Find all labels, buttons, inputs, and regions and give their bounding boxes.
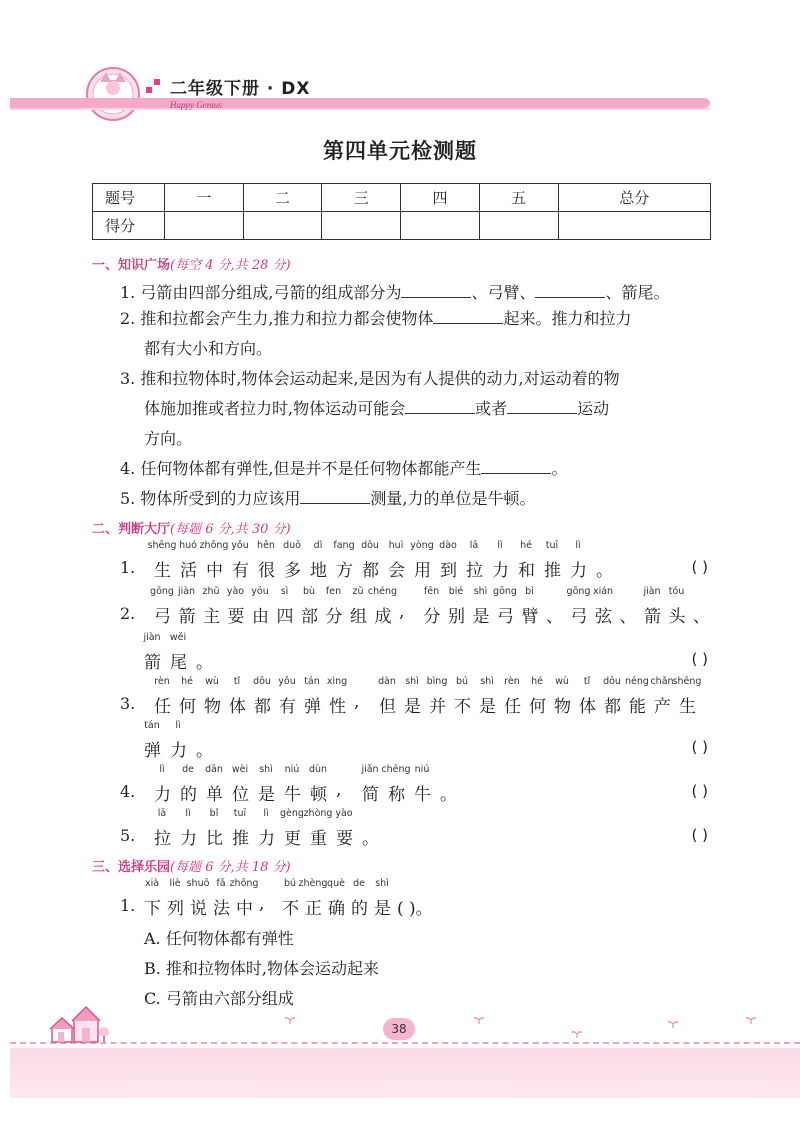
hanzi-char: 不	[282, 899, 299, 919]
score-value-row	[93, 212, 711, 240]
hanzi-char: 重	[310, 829, 327, 849]
option-a[interactable]: A. 任何物体都有弹性	[144, 929, 294, 948]
question-text: 体施加推或者拉力时,物体运动可能会	[144, 399, 406, 418]
header-band	[10, 98, 710, 108]
question-1-5	[120, 484, 720, 514]
hanzi-char: 弹	[144, 741, 161, 761]
hanzi-char: 四	[276, 607, 294, 627]
hanzi-char: 是	[472, 607, 490, 627]
house-icon	[48, 1002, 110, 1048]
pinyin: sì	[280, 586, 289, 597]
pinyin: bú	[283, 878, 297, 889]
brand-name: Happy Genius	[170, 100, 222, 110]
pinyin: dì	[313, 540, 323, 551]
question-text: 、弓臂、	[471, 283, 536, 302]
pinyin: de	[182, 764, 194, 775]
answer-parentheses[interactable]: ( )。	[397, 899, 433, 919]
question-number: 3.	[120, 694, 136, 713]
page-number: 38	[383, 1018, 415, 1040]
pinyin: yòng	[410, 540, 434, 551]
judge-question-3-cont	[120, 720, 720, 764]
question-text: 推和拉都会产生力,推力和拉力都会使物体	[140, 309, 434, 328]
pinyin: gōng	[566, 586, 591, 597]
judge-question-2-cont	[120, 632, 720, 676]
pinyin: zhòng	[303, 808, 333, 819]
pinyin: dōu	[253, 676, 271, 687]
judge-question-3	[120, 676, 720, 720]
pinyin: dōu	[361, 540, 379, 551]
hanzi-char: 主	[203, 607, 220, 627]
footer-band	[10, 1048, 800, 1098]
question-1-2	[120, 304, 720, 364]
hanzi-char: 任	[504, 697, 521, 717]
pinyin: bié	[448, 586, 464, 597]
pinyin: dōu	[603, 676, 621, 687]
sprout-icon	[285, 1016, 295, 1024]
answer-blank[interactable]	[401, 280, 471, 298]
hanzi-char: 箭	[144, 653, 161, 673]
hanzi-char: 用	[414, 561, 431, 581]
pinyin: shì	[259, 764, 273, 775]
pinyin: hěn	[257, 540, 275, 551]
section-title: 二、判断大厅	[92, 522, 171, 537]
hanzi-char: 力	[154, 785, 171, 805]
pinyin: zhǔ	[202, 586, 220, 597]
hanzi-char: 很	[258, 561, 275, 581]
pinyin: lì	[175, 720, 181, 731]
pinyin: duō	[283, 540, 301, 551]
hanzi-char: 力	[258, 829, 275, 849]
pinyin: néng	[625, 676, 649, 687]
judge-question-1	[120, 540, 720, 584]
section-heading-2	[92, 518, 291, 537]
pinyin: tǐ	[233, 676, 241, 687]
pinyin: zhōng	[199, 540, 229, 551]
hanzi-char: 性	[329, 697, 346, 717]
section-title: 一、知识广场	[92, 258, 171, 273]
hanzi-char: ,	[259, 894, 265, 914]
hanzi-char: 中	[206, 561, 223, 581]
hanzi-char: 分	[423, 607, 441, 627]
table-cell: 一	[165, 184, 244, 212]
pinyin: jiàn	[643, 586, 661, 597]
sprout-icon	[572, 1030, 582, 1038]
question-text: 、箭尾。	[605, 283, 670, 302]
pinyin: dān	[205, 764, 223, 775]
hanzi-char: 物	[554, 697, 571, 717]
pinyin: shì	[375, 878, 389, 889]
hanzi-char: 牛	[414, 785, 431, 805]
pinyin: shì	[473, 586, 488, 597]
pinyin: dào	[439, 540, 457, 551]
answer-parentheses[interactable]: ( )	[691, 738, 708, 756]
hanzi-char: 部	[301, 607, 318, 627]
section-heading-1	[92, 254, 291, 273]
hanzi-char: 到	[440, 561, 457, 581]
pinyin: zhèng	[298, 878, 328, 889]
question-text: 推和拉物体时,物体会运动起来,是因为有人提供的动力,对运动着的物	[140, 369, 620, 388]
brand-logo	[78, 64, 148, 122]
section-note: (每空 4 分,共 28 分)	[170, 258, 291, 273]
pinyin: hé	[520, 540, 532, 551]
hanzi-char: 列	[167, 899, 184, 919]
table-cell: 三	[322, 184, 401, 212]
pinyin: fen	[325, 586, 342, 597]
hanzi-char: 弓	[154, 607, 171, 627]
table-cell: 四	[401, 184, 480, 212]
hanzi-char: 位	[232, 785, 249, 805]
hanzi-char: 有	[279, 697, 296, 717]
hanzi-char: 弓	[570, 607, 588, 627]
pinyin: xìng	[326, 676, 348, 687]
pinyin: niú	[414, 764, 430, 775]
hanzi-char: 正	[305, 899, 322, 919]
pinyin: wù	[555, 676, 569, 687]
hanzi-char: 力	[170, 741, 187, 761]
pinyin: chǎn	[650, 676, 674, 687]
hanzi-char: 头	[668, 607, 686, 627]
pinyin: de	[353, 878, 365, 889]
table-cell: 二	[243, 184, 322, 212]
pinyin: bì	[525, 586, 534, 597]
section-heading-3	[92, 856, 291, 875]
hanzi-char: 的	[351, 899, 368, 919]
answer-blank[interactable]	[300, 486, 370, 504]
hanzi-char: 比	[206, 829, 223, 849]
hanzi-char: 任	[154, 697, 171, 717]
hanzi-char: 尾	[170, 653, 187, 673]
hanzi-char: 但	[379, 697, 396, 717]
hanzi-char: 都	[604, 697, 621, 717]
pinyin: gōng	[493, 586, 517, 597]
hanzi-char: 牛	[284, 785, 301, 805]
hanzi-char: 地	[310, 561, 327, 581]
section-note: (每题 6 分,共 30 分)	[170, 522, 291, 537]
pinyin: tǐ	[583, 676, 591, 687]
section-note: (每题 6 分,共 18 分)	[170, 860, 291, 875]
hanzi-char: 箭	[644, 607, 661, 627]
pinyin: jiǎn	[361, 764, 379, 775]
question-number: 1.	[120, 896, 136, 915]
answer-blank[interactable]	[507, 396, 577, 414]
answer-parentheses[interactable]: ( )	[691, 558, 708, 576]
table-cell: 总分	[558, 184, 710, 212]
question-number: 3.	[120, 369, 136, 388]
pinyin: wèi	[231, 764, 249, 775]
hanzi-char: 组	[350, 607, 367, 627]
hanzi-char: 活	[180, 561, 197, 581]
pinyin: dàn	[378, 676, 396, 687]
pinyin: tuī	[233, 808, 247, 819]
question-text: 或者	[475, 399, 508, 418]
table-cell	[243, 212, 322, 240]
hanzi-char: 有	[232, 561, 249, 581]
hanzi-char: 称	[388, 785, 405, 805]
sprout-icon	[746, 1016, 756, 1024]
hanzi-char: 法	[213, 899, 230, 919]
hanzi-char: 力	[180, 829, 197, 849]
question-number: 5.	[120, 489, 136, 508]
pinyin: lì	[185, 808, 191, 819]
hanzi-char: 推	[232, 829, 249, 849]
section-title: 三、选择乐园	[92, 860, 171, 875]
hanzi-char: 是	[404, 697, 421, 717]
answer-parentheses[interactable]: ( )	[691, 650, 708, 668]
hanzi-char: 别	[448, 607, 465, 627]
hanzi-char: 由	[252, 607, 269, 627]
pinyin: lì	[159, 764, 165, 775]
question-number: 5.	[120, 826, 136, 845]
pinyin: chéng	[367, 586, 398, 597]
table-cell	[401, 212, 480, 240]
hanzi-char: 确	[328, 899, 345, 919]
hanzi-char: 。	[196, 741, 213, 761]
pinyin: jiàn	[177, 586, 196, 597]
pinyin: huó	[179, 540, 197, 551]
question-number: 1.	[120, 283, 136, 302]
pinyin: lì	[575, 540, 581, 551]
hanzi-char: 体	[229, 697, 246, 717]
hanzi-char: 何	[179, 697, 196, 717]
pinyin: tán	[144, 720, 160, 731]
question-text: 物体所受到的力应该用	[140, 489, 301, 508]
question-text: 都有大小和方向。	[144, 339, 273, 358]
hanzi-char: 产	[654, 697, 671, 717]
pinyin: tóu	[668, 586, 685, 597]
hanzi-char: 。	[596, 561, 613, 581]
option-b[interactable]: B. 推和拉物体时,物体会运动起来	[144, 959, 380, 978]
pinyin: tuī	[545, 540, 559, 551]
pinyin: lì	[497, 540, 503, 551]
pinyin: xià	[144, 878, 160, 889]
option-c[interactable]: C. 弓箭由六部分组成	[144, 989, 294, 1008]
pinyin: rèn	[504, 676, 520, 687]
pinyin: zhōng	[229, 878, 259, 889]
question-text: 起来。推力和拉力	[503, 309, 632, 328]
pinyin: shēng	[147, 540, 177, 551]
pinyin: bìng	[426, 676, 448, 687]
pinyin: xián	[592, 586, 614, 597]
hanzi-char: 分	[325, 607, 343, 627]
pinyin: yào	[335, 808, 353, 819]
hanzi-char: 臂	[521, 607, 539, 627]
hanzi-char: 何	[529, 697, 546, 717]
question-1-3	[120, 364, 720, 454]
hanzi-char: 多	[284, 561, 301, 581]
hanzi-char: 都	[254, 697, 271, 717]
answer-blank[interactable]	[405, 396, 475, 414]
pinyin: chēng	[381, 764, 411, 775]
hanzi-char: ,	[336, 780, 342, 800]
hanzi-char: 的	[180, 785, 197, 805]
pinyin: jiàn	[143, 632, 161, 643]
table-cell	[479, 212, 558, 240]
pinyin: fang	[333, 540, 355, 551]
table-cell: 题号	[93, 184, 165, 212]
pinyin: hé	[181, 676, 193, 687]
pinyin: bú	[455, 676, 469, 687]
question-text: 任何物体都有弹性,但是并不是任何物体都能产生	[140, 459, 482, 478]
question-number: 4.	[120, 459, 136, 478]
answer-blank[interactable]	[433, 306, 503, 324]
hanzi-char: 。	[362, 829, 379, 849]
hanzi-char: 力	[492, 561, 509, 581]
table-cell	[322, 212, 401, 240]
footer-dashed-line	[10, 1042, 800, 1044]
header-band-line	[10, 108, 710, 110]
pinyin: wěi	[169, 632, 187, 643]
hanzi-char: 体	[579, 697, 596, 717]
hanzi-char: 、	[619, 607, 637, 627]
question-number: 2.	[120, 309, 136, 328]
pinyin: lā	[469, 540, 479, 551]
judge-question-2	[120, 586, 720, 630]
answer-blank[interactable]	[481, 456, 551, 474]
hanzi-char: 推	[544, 561, 561, 581]
pinyin: liè	[169, 878, 181, 889]
pinyin: rèn	[154, 676, 170, 687]
hanzi-char: 拉	[466, 561, 483, 581]
score-header-row	[93, 184, 711, 212]
hanzi-char: 要	[227, 607, 245, 627]
hanzi-char: 物	[204, 697, 221, 717]
pinyin: fēn	[423, 586, 440, 597]
answer-parentheses[interactable]: ( )	[691, 782, 708, 800]
hanzi-char: 不	[454, 697, 471, 717]
pinyin: bù	[302, 586, 316, 597]
answer-parentheses[interactable]: ( )	[691, 826, 708, 844]
pinyin: gèng	[280, 808, 304, 819]
page-title: 第四单元检测题	[323, 138, 477, 163]
hanzi-char: ,	[399, 602, 405, 622]
hanzi-char: 、	[693, 607, 710, 627]
hanzi-char: 说	[190, 899, 207, 919]
header-square-icon	[146, 79, 168, 95]
pinyin: gōng	[150, 586, 174, 597]
sprout-icon	[474, 1016, 484, 1024]
table-cell: 五	[479, 184, 558, 212]
hanzi-char: 下	[144, 899, 161, 919]
hanzi-char: 拉	[154, 829, 171, 849]
hanzi-char: 简	[362, 785, 379, 805]
hanzi-char: 生	[679, 697, 696, 717]
hanzi-char: 和	[518, 561, 535, 581]
hanzi-char: 。	[440, 785, 457, 805]
question-number: 4.	[120, 782, 136, 801]
question-text: 方向。	[144, 429, 193, 448]
pinyin: dùn	[308, 764, 328, 775]
judge-question-5	[120, 808, 720, 852]
hanzi-char: 是	[258, 785, 275, 805]
pinyin: hé	[531, 676, 543, 687]
hanzi-char: 。	[196, 653, 213, 673]
pinyin: lì	[263, 808, 269, 819]
hanzi-char: 会	[388, 561, 405, 581]
pinyin: shuō	[186, 878, 210, 889]
sprout-icon	[668, 1020, 678, 1028]
hanzi-char: 箭	[178, 607, 196, 627]
pinyin: yóu	[251, 586, 269, 597]
hanzi-char: 生	[154, 561, 171, 581]
hanzi-char: 方	[336, 561, 353, 581]
pinyin: lā	[157, 808, 167, 819]
hanzi-char: 并	[429, 697, 446, 717]
table-cell	[165, 212, 244, 240]
pinyin: shì	[405, 676, 419, 687]
question-text: 。	[551, 459, 568, 478]
question-number: 1.	[120, 558, 136, 577]
pinyin: wù	[205, 676, 219, 687]
hanzi-char: 弓	[497, 607, 514, 627]
choice-question-1	[120, 878, 720, 922]
hanzi-char: 力	[570, 561, 587, 581]
judge-question-4	[120, 764, 720, 808]
score-table	[92, 183, 711, 240]
pinyin: shì	[480, 676, 494, 687]
hanzi-char: 顿	[310, 785, 327, 805]
question-number: 2.	[120, 604, 136, 623]
hanzi-char: 都	[362, 561, 379, 581]
hanzi-char: 能	[629, 697, 646, 717]
pinyin: huì	[388, 540, 404, 551]
pinyin: fǎ	[216, 878, 226, 889]
hanzi-char: ,	[354, 692, 360, 712]
question-text: 运动	[577, 399, 610, 418]
hanzi-char: 是	[374, 899, 391, 919]
question-text: 弓箭由四部分组成,弓箭的组成部分为	[140, 283, 402, 302]
pinyin: què	[327, 878, 345, 889]
hanzi-char: 、	[546, 607, 563, 627]
pinyin: yào	[226, 586, 245, 597]
question-text: 测量,力的单位是牛顿。	[370, 489, 536, 508]
pinyin: shēng	[672, 676, 702, 687]
answer-blank[interactable]	[535, 280, 605, 298]
grade-title: 二年级下册 · DX	[170, 79, 311, 99]
pinyin: bǐ	[209, 808, 219, 819]
question-1-4	[120, 454, 720, 484]
pinyin: zǔ	[352, 586, 364, 597]
pinyin: yǒu	[278, 676, 296, 687]
hanzi-char: 要	[336, 829, 353, 849]
table-cell	[558, 212, 710, 240]
pinyin: tán	[304, 676, 320, 687]
hanzi-char: 单	[206, 785, 223, 805]
hanzi-char: 更	[284, 829, 301, 849]
pinyin: niú	[284, 764, 300, 775]
table-cell: 得分	[93, 212, 165, 240]
hanzi-char: 弹	[304, 697, 321, 717]
hanzi-char: 成	[374, 607, 392, 627]
pinyin: yǒu	[231, 540, 249, 551]
hanzi-char: 弦	[595, 607, 612, 627]
hanzi-char: 是	[479, 697, 496, 717]
hanzi-char: 中	[236, 899, 253, 919]
